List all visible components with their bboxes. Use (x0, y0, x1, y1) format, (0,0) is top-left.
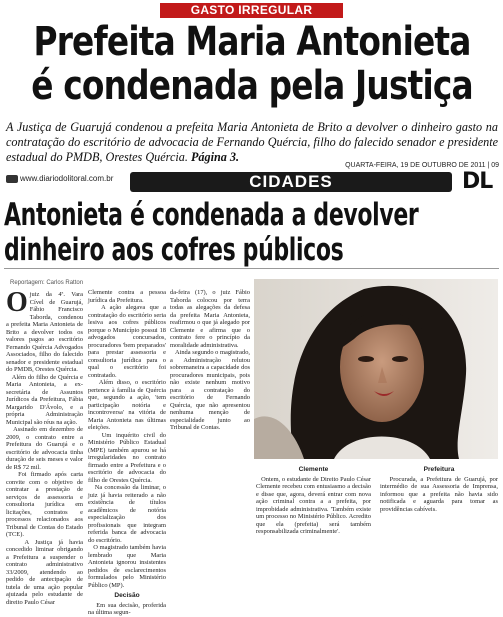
column-1-text: juiz da 4ª. Vara Cível de Guarujá, Fábio Francisco Taborda, condenou a prefeita Maria Antonieta de Brito a devolver todos os valores pagos ao escritório Fernando Quércia Advogados Associados, filho do falecido senador e presidente estadual do PMDB, Orestes Quércia. Além do filho de Quércia e Maria Antonieta, a ex-secretária de Assuntos Jurídicos da Prefeitura, Fábia Margarido D'Ávolo, e a própria Administração Municipal são réus na ação. Assinado em dezembro de 2009, o contrato entre a Prefeitura do Guarujá e o escritório de advocacia tinha duração de seis meses e valor de R$ 72 mil. Foi firmado após carta convite com o objetivo de contratar a prestação de serviços de assessoria e consultoria jurídica em licitações, contratos e processos relacionados aos Tribunal de Contas do Estado (TCE). A Justiça já havia concedido liminar obrigando a Prefeitura a suspender o contrato administrativo 33/2009, atendendo ao pedido de antecipação de tutela de uma ação popular ajuizada pelo estudante de direito Paulo César (6, 291, 84, 606)
article-column-4 (256, 463, 371, 600)
column-2-end-text: Em sua decisão, proferida na última segun- (88, 601, 168, 616)
kicker (0, 0, 503, 18)
headline-line-1: Prefeita Maria Antonieta (33, 19, 471, 65)
article-headline-line-2: dinheiro aos cofres públicos (4, 232, 344, 268)
mouse-icon (6, 175, 18, 183)
article-column-2 (88, 289, 168, 616)
section-label: CIDADES (249, 172, 333, 191)
column-2-text: Clemente contra a pessoa jurídica da Prefeitura. A ação alegava que a contratação do escritório seria lesiva aos cofres públicos porque o Município possui 18 advogados concursados, procuradores 'bem preparados' para prestar assessoria e consultoria jurídica para o qual o escritório foi contratado. Além disso, o escritório pertence à família de Quércia que, segundo a ação, 'tem participação notória e incontroversa' na vitória de Maria Antonieta nas últimas eleições. Um inquérito civil do Ministério Público Estadual (MPE) também apurou se há irregularidades no contrato firmado entre a Prefeitura e o escritório de advocacia do filho de Orestes Quércia. Na concessão da liminar, o juiz já havia reiterado a não existência de títulos acadêmicos de notória especialização dos profissionais que integram referida banca de advocacia do escritório. O magistrado também havia lembrado que Maria Antonieta ignorou insistentes pedidos de esclarecimentos formulados pelo Ministério Público (MP). (88, 289, 167, 589)
article-headline-line-1: Antonieta é condenada a devolver (4, 197, 419, 233)
article-column-1 (6, 287, 84, 606)
lede-text: A Justiça de Guarujá condenou a prefeita Maria Antonieta de Brito a devolver o dinheiro gasto na contratação do escritório de advocacia de Fernando Quércia, filho do falecido senador e presidente estadual do PMDB, Orestes Quércia. (6, 120, 498, 164)
subhead-decisao: Decisão (114, 592, 140, 599)
article-headline (4, 198, 501, 268)
brand-logo: DL (462, 169, 493, 194)
subhead-clemente: Clemente (298, 466, 329, 473)
portrait-image (254, 279, 498, 459)
lede-paragraph (6, 120, 498, 165)
article-column-3 (170, 289, 250, 600)
article-photo (254, 279, 498, 459)
column-3-text: da-feira (17), o juiz Fábio Taborda colocou por terra todas as alegações da defesa da prefeita Maria Antonieta, reafirmou o que já alegado por Clemente e afirma que o contrato fere o princípio da moralidade administrativa. Ainda segundo o magistrado, a Administração relutou sobremaneira a capacidade dos procuradores municipais, pois não existe nenhum motivo para a contratação do escritório de Fernando Quércia, que não apresentou nenhuma menção de especialidade junto ao Tribunal de Contas. (170, 289, 251, 431)
kicker-label: GASTO IRREGULAR (160, 3, 343, 18)
lede-page-ref: Página 3. (190, 150, 240, 164)
site-url (6, 174, 113, 183)
section-bar (130, 172, 452, 192)
site-url-text: www.diariodolitoral.com.br (20, 174, 114, 183)
column-5-text: Procurada, a Prefeitura de Guarujá, por intermédio de sua Assessoria de Imprensa, informou que a prefeita não havia sido notificada e aguarda para tomar as providências cabíveis. (380, 475, 500, 513)
headline (4, 20, 500, 108)
column-4-text: Ontem, o estudante de Direito Paulo César Clemente recebeu com entusiasmo a decisão e disse que, agora, deverá entrar com nova ação criminal contra a a prefeita, por improbidade administrativa. 'Também existe um processo no Ministério Público. Acredito que ela (prefeita) será também responsabilizada criminalmente'. (256, 475, 373, 535)
article-column-5 (380, 463, 498, 600)
divider (4, 268, 499, 269)
drop-cap: O (6, 287, 28, 318)
section-header (0, 170, 503, 194)
dateline: QUARTA-FEIRA, 19 DE OUTUBRO DE 2011 | 09 (345, 162, 499, 169)
headline-line-2: é condenada pela Justiça (31, 63, 473, 109)
subhead-prefeitura: Prefeitura (423, 466, 455, 473)
byline: Reportagem: Carlos Ratton (10, 280, 84, 286)
